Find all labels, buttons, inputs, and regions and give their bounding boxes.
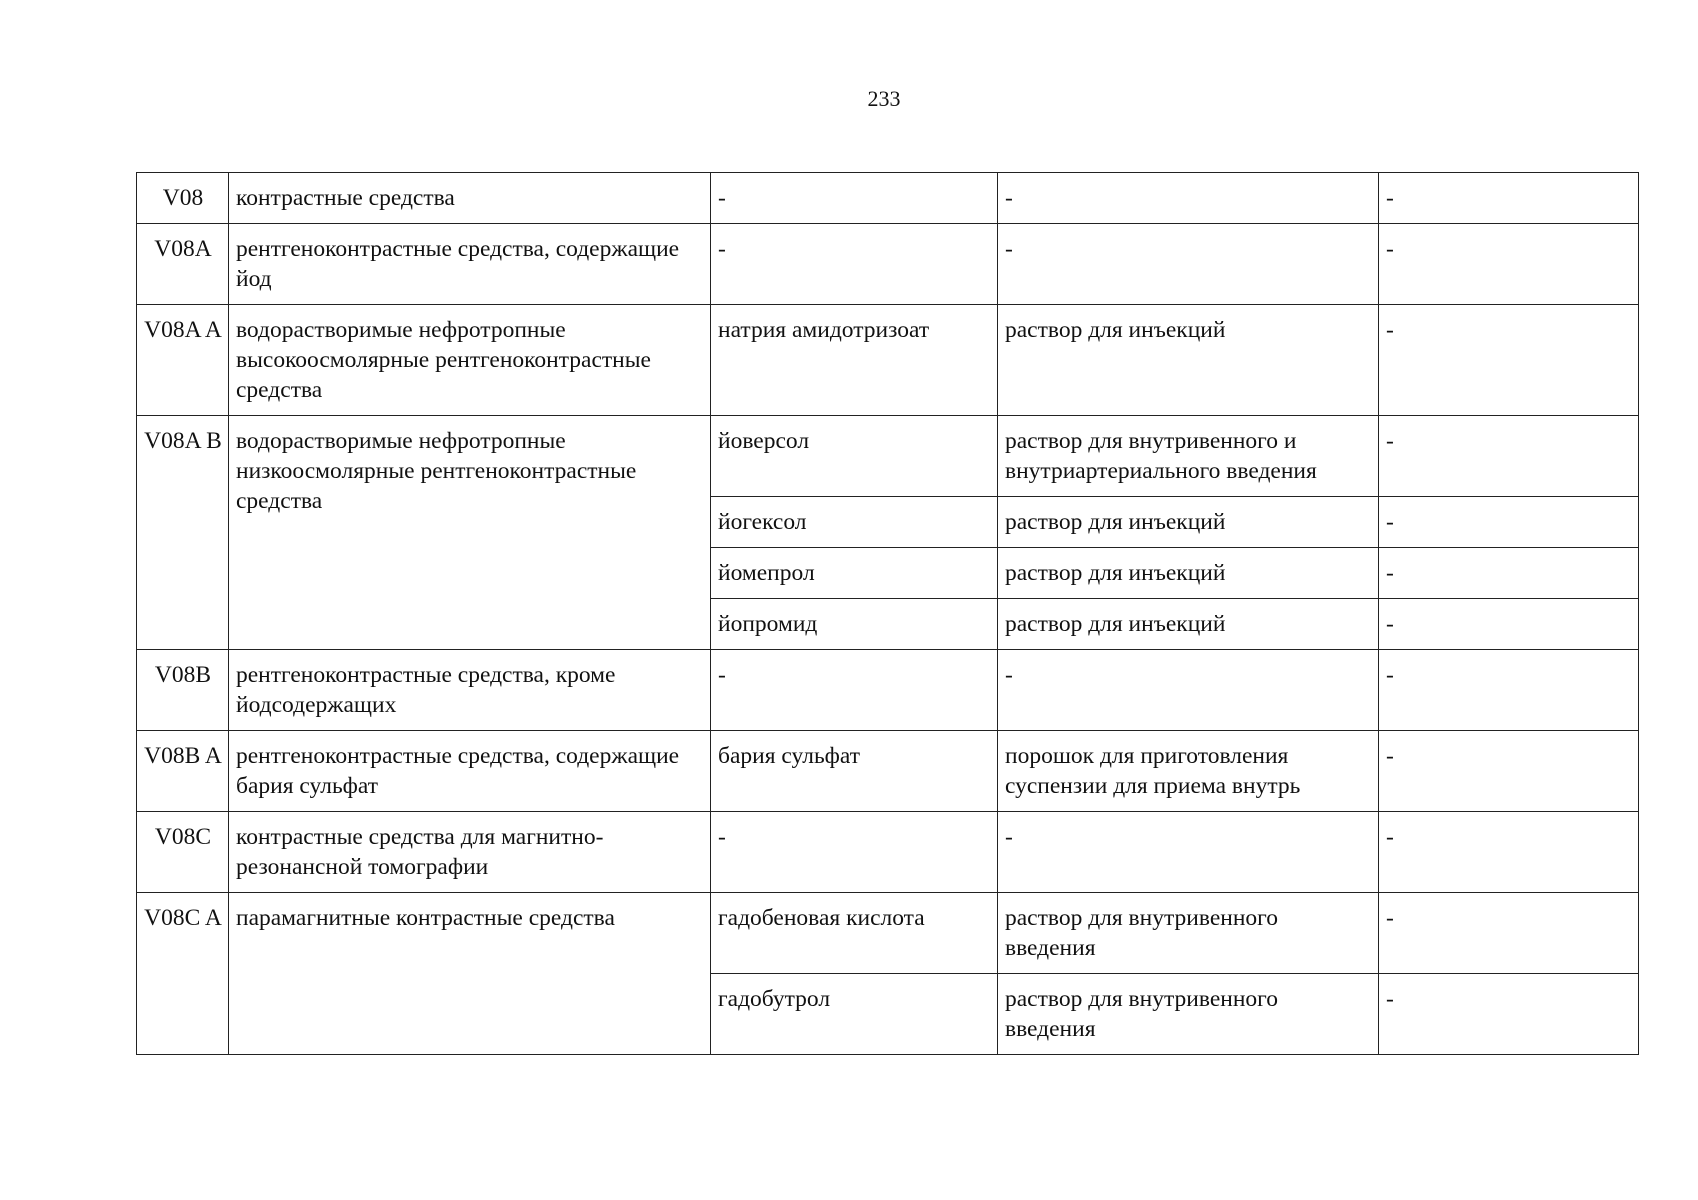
dosage-form-cell: - bbox=[998, 173, 1379, 224]
dosage-form-cell: раствор для внутривенного введения bbox=[998, 893, 1379, 974]
drug-table bbox=[136, 172, 1639, 1055]
table-row bbox=[137, 893, 1639, 974]
extra-cell: - bbox=[1379, 305, 1639, 416]
group-cell: водорастворимые нефротропные высокоосмолярные рентгеноконтрастные средства bbox=[229, 305, 711, 416]
table-row bbox=[137, 416, 1639, 497]
drug-cell: бария сульфат bbox=[711, 731, 998, 812]
drug-cell: - bbox=[711, 650, 998, 731]
dosage-form-cell: - bbox=[998, 812, 1379, 893]
dosage-form-cell: раствор для внутривенного и внутриартериального введения bbox=[998, 416, 1379, 497]
page-number: 233 bbox=[867, 86, 901, 111]
dosage-form-cell: раствор для инъекций bbox=[998, 497, 1379, 548]
drug-cell: йоверсол bbox=[711, 416, 998, 497]
group-cell: парамагнитные контрастные средства bbox=[229, 893, 711, 1055]
table-row bbox=[137, 731, 1639, 812]
drug-cell: йопромид bbox=[711, 599, 998, 650]
table-row bbox=[137, 224, 1639, 305]
extra-cell: - bbox=[1379, 173, 1639, 224]
extra-cell: - bbox=[1379, 548, 1639, 599]
extra-cell: - bbox=[1379, 650, 1639, 731]
drug-cell: - bbox=[711, 812, 998, 893]
drug-cell: - bbox=[711, 173, 998, 224]
dosage-form-cell: раствор для инъекций bbox=[998, 305, 1379, 416]
group-cell: водорастворимые нефротропные низкоосмолярные рентгеноконтрастные средства bbox=[229, 416, 711, 650]
dosage-form-cell: раствор для внутривенного введения bbox=[998, 974, 1379, 1055]
dosage-form-cell: - bbox=[998, 650, 1379, 731]
extra-cell: - bbox=[1379, 893, 1639, 974]
extra-cell: - bbox=[1379, 599, 1639, 650]
extra-cell: - bbox=[1379, 497, 1639, 548]
extra-cell: - bbox=[1379, 731, 1639, 812]
group-cell: рентгеноконтрастные средства, содержащие бария сульфат bbox=[229, 731, 711, 812]
extra-cell: - bbox=[1379, 416, 1639, 497]
extra-cell: - bbox=[1379, 224, 1639, 305]
dosage-form-cell: порошок для приготовления суспензии для приема внутрь bbox=[998, 731, 1379, 812]
table-row bbox=[137, 650, 1639, 731]
drug-cell: йогексол bbox=[711, 497, 998, 548]
atc-code-cell: V08B A bbox=[137, 731, 229, 812]
dosage-form-cell: раствор для инъекций bbox=[998, 548, 1379, 599]
table-row bbox=[137, 305, 1639, 416]
table-row bbox=[137, 812, 1639, 893]
dosage-form-cell: раствор для инъекций bbox=[998, 599, 1379, 650]
atc-code-cell: V08C A bbox=[137, 893, 229, 1055]
drug-cell: гадобутрол bbox=[711, 974, 998, 1055]
atc-code-cell: V08C bbox=[137, 812, 229, 893]
extra-cell: - bbox=[1379, 974, 1639, 1055]
dosage-form-cell: - bbox=[998, 224, 1379, 305]
table-row bbox=[137, 173, 1639, 224]
atc-code-cell: V08A B bbox=[137, 416, 229, 650]
atc-code-cell: V08 bbox=[137, 173, 229, 224]
group-cell: контрастные средства bbox=[229, 173, 711, 224]
group-cell: контрастные средства для магнитно-резонансной томографии bbox=[229, 812, 711, 893]
group-cell: рентгеноконтрастные средства, содержащие йод bbox=[229, 224, 711, 305]
atc-code-cell: V08A A bbox=[137, 305, 229, 416]
group-cell: рентгеноконтрастные средства, кроме йодсодержащих bbox=[229, 650, 711, 731]
extra-cell: - bbox=[1379, 812, 1639, 893]
drug-cell: гадобеновая кислота bbox=[711, 893, 998, 974]
drug-cell: - bbox=[711, 224, 998, 305]
drug-cell: натрия амидотризоат bbox=[711, 305, 998, 416]
atc-code-cell: V08B bbox=[137, 650, 229, 731]
atc-code-cell: V08A bbox=[137, 224, 229, 305]
drug-cell: йомепрол bbox=[711, 548, 998, 599]
